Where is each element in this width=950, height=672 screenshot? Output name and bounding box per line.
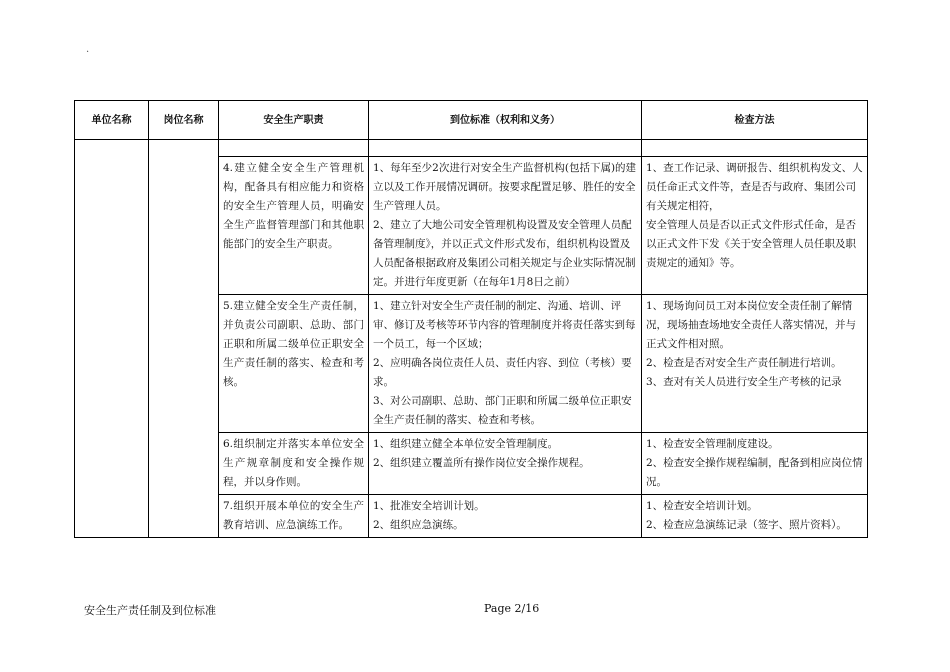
- method-item: 3、查对有关人员进行安全生产考核的记录: [646, 376, 842, 388]
- duty-cell: 4.建立健全安全生产管理机构，配备具有相应能力和资格的安全生产管理人员，明确安全生产监督管理部门和其他职能部门的安全生产职责。: [219, 157, 369, 295]
- standard-item: 2、建立了大地公司安全管理机构设置及安全管理人员配备管理制度》，并以正式文件形式发布，组织机构设置及人员配备根据政府及集团公司相关规定与企业实际情况制定。并进行年度更新（在每年1月8日之前）: [373, 219, 636, 288]
- header-row: [75, 101, 868, 140]
- page-mark: .: [86, 44, 90, 55]
- method-item: 1、检查安全管理制度建设。: [646, 438, 779, 450]
- duty-cell: 7.组织开展本单位的安全生产教育培训、应急演练工作。: [219, 495, 369, 538]
- method-item: 2、检查是否对安全生产责任制进行培训。: [646, 357, 842, 369]
- method-item: 安全管理人员是否以正式文件形式任命，是否以正式文件下发《关于安全管理人员任职及职责规定的通知》等。: [646, 219, 856, 269]
- standard-item: 1、建立针对安全生产责任制的制定、沟通、培训、评审、修订及考核等环节内容的管理制度并将责任落实到每一个员工，每一个区域；: [373, 300, 636, 350]
- footer-title: 安全生产责任制及到位标准: [84, 604, 216, 617]
- header-method: 检查方法: [642, 101, 868, 140]
- post-cell: [149, 140, 219, 538]
- standard-cell: [369, 433, 642, 495]
- standard-item: 1、每年至少2次进行对安全生产监督机构(包括下属)的建立以及工作开展情况调研。按要求配置足够、胜任的安全生产管理人员。: [373, 162, 637, 212]
- method-cell: [642, 295, 868, 433]
- header-post: 岗位名称: [149, 101, 219, 140]
- method-item: 2、检查应急演练记录（签字、照片资料）。: [646, 519, 847, 531]
- method-item: 2、检查安全操作规程编制，配备到相应岗位情况。: [646, 457, 863, 488]
- page-number: Page 2/16: [484, 602, 540, 615]
- method-item: 1、检查安全培训计划。: [646, 500, 758, 512]
- responsibility-table: [74, 100, 868, 538]
- duty-cell: 6.组织制定并落实本单位安全生产规章制度和安全操作规程，并以身作则。: [219, 433, 369, 495]
- header-standard: 到位标准（权利和义务）: [369, 101, 642, 140]
- method-cell: [642, 433, 868, 495]
- standard-item: 1、批准安全培训计划。: [373, 500, 485, 512]
- header-duty: 安全生产职责: [219, 101, 369, 140]
- spacer-row: [75, 140, 868, 157]
- method-item: 1、查工作记录、调研报告、组织机构发文、人员任命正式文件等，查是否与政府、集团公司有关规定相符，: [646, 162, 863, 212]
- unit-cell: [75, 140, 149, 538]
- method-cell: [642, 495, 868, 538]
- standard-item: 2、组织建立覆盖所有操作岗位安全操作规程。: [373, 457, 590, 469]
- method-item: 1、现场询问员工对本岗位安全责任制了解情况，现场抽查场地安全责任人落实情况，并与正式文件相对照。: [646, 300, 856, 350]
- header-unit: 单位名称: [75, 101, 149, 140]
- method-cell: [642, 157, 868, 295]
- standard-item: 3、对公司副职、总助、部门正职和所属二级单位正职安全生产责任制的落实、检查和考核。: [373, 395, 632, 426]
- standard-cell: [369, 157, 642, 295]
- standard-cell: [369, 495, 642, 538]
- standard-item: 2、组织应急演练。: [373, 519, 464, 531]
- duty-cell: 5.建立健全安全生产责任制，并负责公司副职、总助、部门正职和所属二级单位正职安全生产责任制的落实、检查和考核。: [219, 295, 369, 433]
- standard-item: 2、应明确各岗位责任人员、责任内容、到位（考核）要求。: [373, 357, 632, 388]
- standard-item: 1、组织建立健全本单位安全管理制度。: [373, 438, 559, 450]
- standard-cell: [369, 295, 642, 433]
